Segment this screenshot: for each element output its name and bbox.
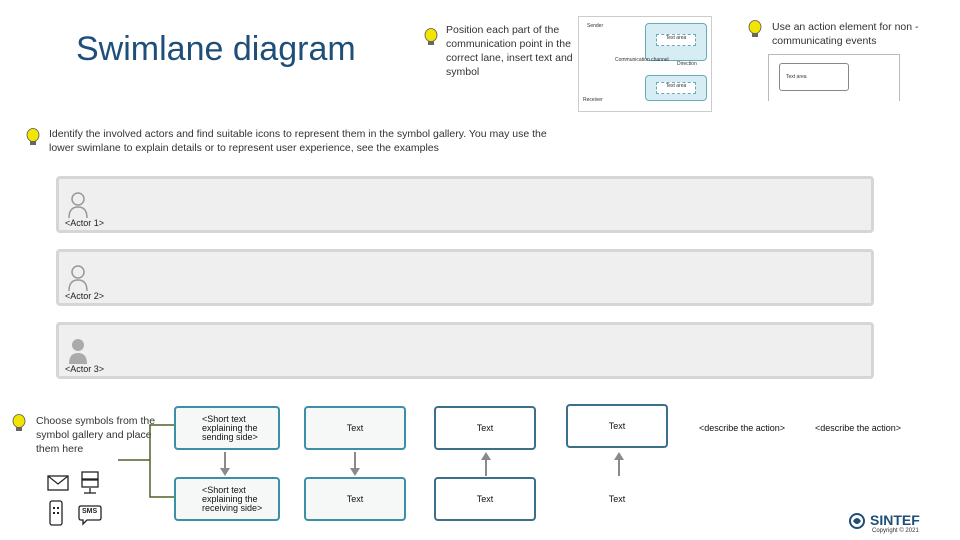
email-icon: [46, 472, 72, 494]
step-text: Text: [608, 420, 626, 431]
lightbulb-icon: [424, 28, 438, 48]
step-box[interactable]: [174, 406, 280, 450]
phone-icon: [48, 500, 64, 526]
lightbulb-icon: [12, 414, 26, 434]
swimlane-actor-1[interactable]: [56, 176, 874, 233]
step-box[interactable]: [304, 477, 406, 521]
copyright: Copyright © 2021: [872, 528, 919, 534]
thumb-sender-label: Sender: [587, 23, 604, 29]
thumb-direction-label: Direction: [677, 61, 697, 67]
thumb-receiver-label: Receiver: [583, 97, 603, 103]
step-box[interactable]: [174, 477, 280, 521]
step-box[interactable]: [434, 477, 536, 521]
thumb-box-top: [645, 23, 707, 61]
example-thumbnail: [578, 16, 712, 112]
person-icon: [67, 191, 89, 219]
lightbulb-icon: [26, 128, 40, 148]
action-example-text: Text area: [786, 74, 807, 80]
brand-name: SINTEF: [870, 512, 920, 528]
sms-label: SMS: [82, 508, 98, 515]
step-text: Text: [346, 422, 364, 433]
step-text: <Short text explaining the receiving side>: [202, 484, 263, 513]
action-text: <describe the action>: [698, 422, 786, 433]
action-instruction: Use an action element for non -communicating events: [772, 21, 919, 47]
page-title: Swimlane diagram: [76, 30, 356, 68]
step-text: Text: [346, 493, 364, 504]
step-text: Text: [476, 493, 494, 504]
step-text: Text: [608, 493, 626, 504]
person-icon: [67, 264, 89, 292]
thumb-channel-label: Communication channel: [615, 57, 669, 63]
action-example-thumb: [768, 54, 900, 101]
action-box[interactable]: [806, 406, 910, 450]
thumb-box-bottom: [645, 75, 707, 101]
sintef-logo-icon: [848, 512, 866, 530]
server-icon: [80, 470, 100, 496]
choose-symbols-instruction: Choose symbols from the symbol gallery and place them here: [36, 415, 156, 455]
position-instruction: Position each part of the communication point in the correct lane, insert text and symbol: [446, 24, 573, 78]
swimlane-actor-2[interactable]: [56, 249, 874, 306]
action-text: <describe the action>: [814, 422, 902, 433]
step-box[interactable]: [304, 406, 406, 450]
step-text: Text: [476, 422, 494, 433]
person-icon: [67, 337, 89, 365]
action-example-box: [779, 63, 849, 91]
action-box[interactable]: [690, 406, 794, 450]
step-box[interactable]: [434, 406, 536, 450]
step-box[interactable]: [566, 404, 668, 448]
thumb-text-bottom: Text area: [656, 82, 696, 94]
identify-instruction: Identify the involved actors and find suitable icons to represent them in the symbol gallery. You may use the lower swimlane to explain details or to represent user experience, see the examples: [49, 128, 547, 154]
lightbulb-icon: [748, 20, 762, 40]
thumb-text-top: Text area: [656, 34, 696, 46]
step-box[interactable]: [566, 477, 668, 521]
sms-icon: [78, 504, 102, 522]
actor-label: <Actor 1>: [65, 218, 105, 228]
step-text: <Short text explaining the sending side>: [202, 413, 258, 442]
actor-label: <Actor 3>: [65, 364, 105, 374]
swimlane-actor-3[interactable]: [56, 322, 874, 379]
actor-label: <Actor 2>: [65, 291, 105, 301]
